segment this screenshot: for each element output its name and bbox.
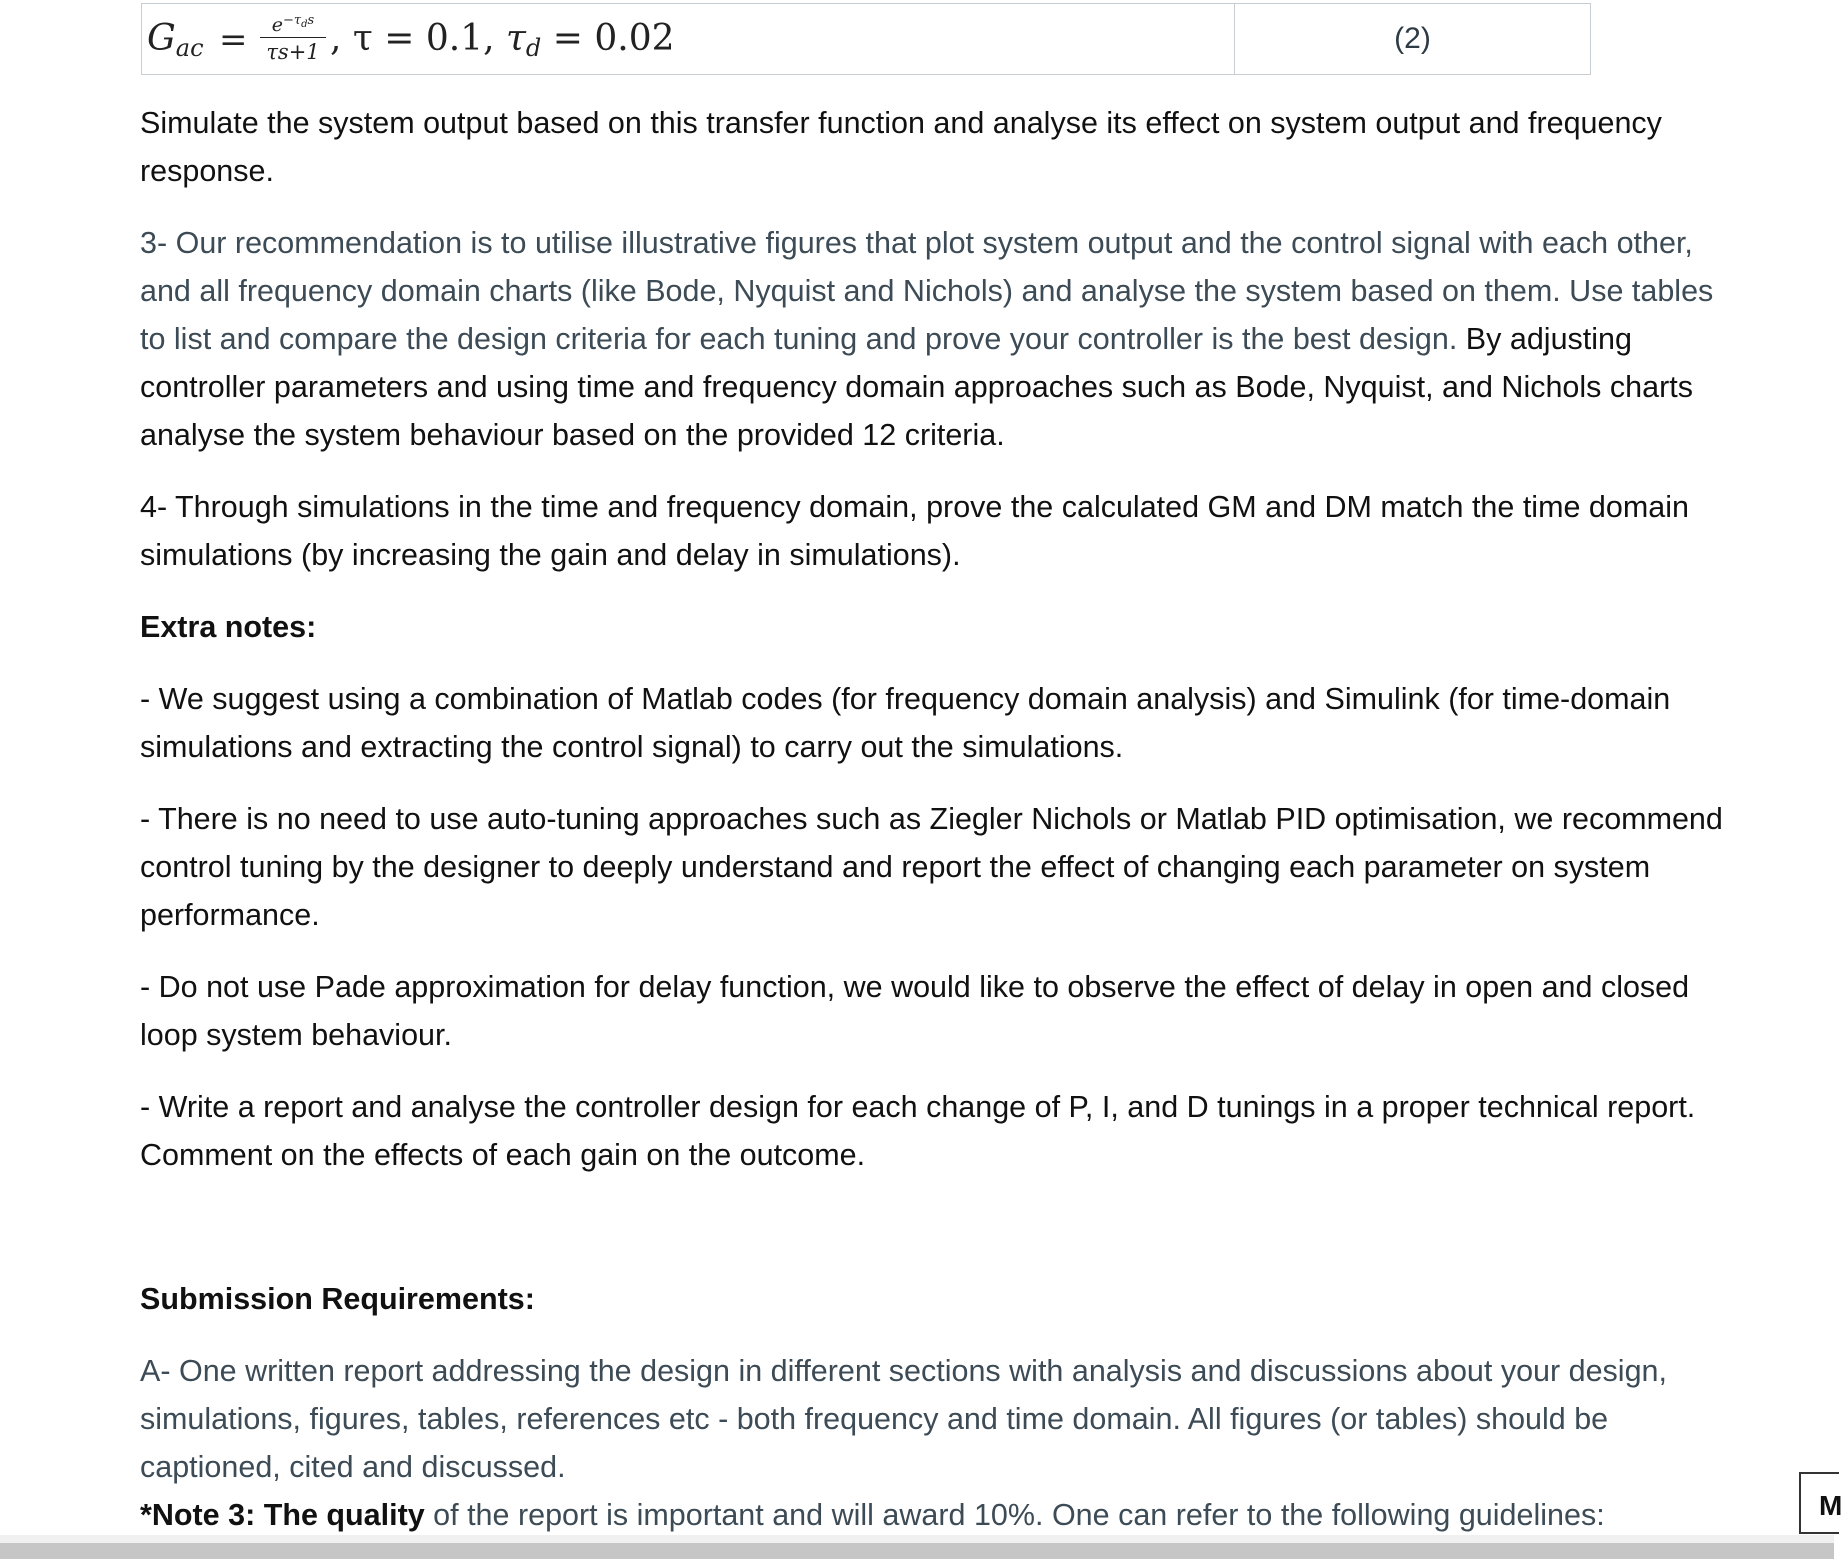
note-3-quality (140, 1491, 1740, 1539)
equation-fraction-bar (260, 37, 326, 38)
extra-notes-heading: Extra notes: (140, 610, 317, 644)
note-no-pade: - Do not use Pade approximation for delay function, we would like to observe the effect of delay in open and closed loop system behaviour. (140, 970, 1690, 1052)
requirement-a: A- One written report addressing the design in different sections with analysis and discussions about your design, simulations, figures, tables, references etc - both frequency and time domain. All figures (or tables) should be captioned, cited and discussed. (140, 1354, 1667, 1484)
horizontal-scrollbar-track[interactable] (0, 1535, 1834, 1543)
equation-denominator: τs+1 (266, 40, 320, 64)
equation-table (141, 3, 1591, 75)
paragraph-item-4: 4- Through simulations in the time and frequency domain, prove the calculated GM and DM match the time domain simulations (by increasing the gain and delay in simulations). (140, 490, 1689, 572)
equation-numerator: $e^{-\tau_ds}$ (271, 13, 315, 36)
equation-equals: = (219, 20, 248, 60)
equation-fraction (260, 10, 326, 64)
item-3-adjusting: By adjusting controller parameters and using time and frequency domain approaches such as Bode, Nyquist, and Nichols charts analyse the system behaviour based on the provided 12 criteria. (140, 322, 1693, 452)
equation-formula-cell (142, 4, 1235, 74)
note-write-report: - Write a report and analyse the controller design for each change of P, I, and D tunings in a proper technical report. Comment on the effects of each gain on the outcome. (140, 1090, 1696, 1172)
note-no-auto-tuning: - There is no need to use auto-tuning approaches such as Ziegler Nichols or Matlab PID optimisation, we recommend control tuning by the designer to deeply understand and report the effect of changing each parameter on system performance. (140, 802, 1723, 932)
horizontal-scrollbar[interactable] (0, 1543, 1834, 1559)
equation-number: (2) (1394, 22, 1431, 55)
note-3-rest: of the report is important and will award 10%. One can refer to the following guidelines: (424, 1498, 1605, 1532)
item-3-recommendation: 3- Our recommendation is to utilise illustrative figures that plot system output and the control signal with each other, and all frequency domain charts (like Bode, Nyquist and Nichols) and analyse the system based on them. Use tables to list and compare the design criteria for each tuning and prove your controller is the best design. (140, 226, 1714, 356)
note-3-bold: *Note 3: The quality (140, 1498, 425, 1532)
paragraph-simulate: Simulate the system output based on this transfer function and analyse its effect on system output and frequency response. (140, 106, 1662, 188)
submission-requirements-heading: Submission Requirements: (140, 1282, 535, 1316)
note-matlab-simulink: - We suggest using a combination of Matlab codes (for frequency domain analysis) and Simulink (for time-domain simulations and extracting the control signal) to carry out the simulations. (140, 682, 1671, 764)
equation-parameters: , τ = 0.1, $\tau_d = 0.02$ (330, 18, 675, 62)
equation-lhs: $G_{ac}$ (147, 18, 204, 62)
paragraph-item-3 (140, 219, 1740, 459)
side-panel-tab[interactable]: M (1799, 1472, 1839, 1534)
